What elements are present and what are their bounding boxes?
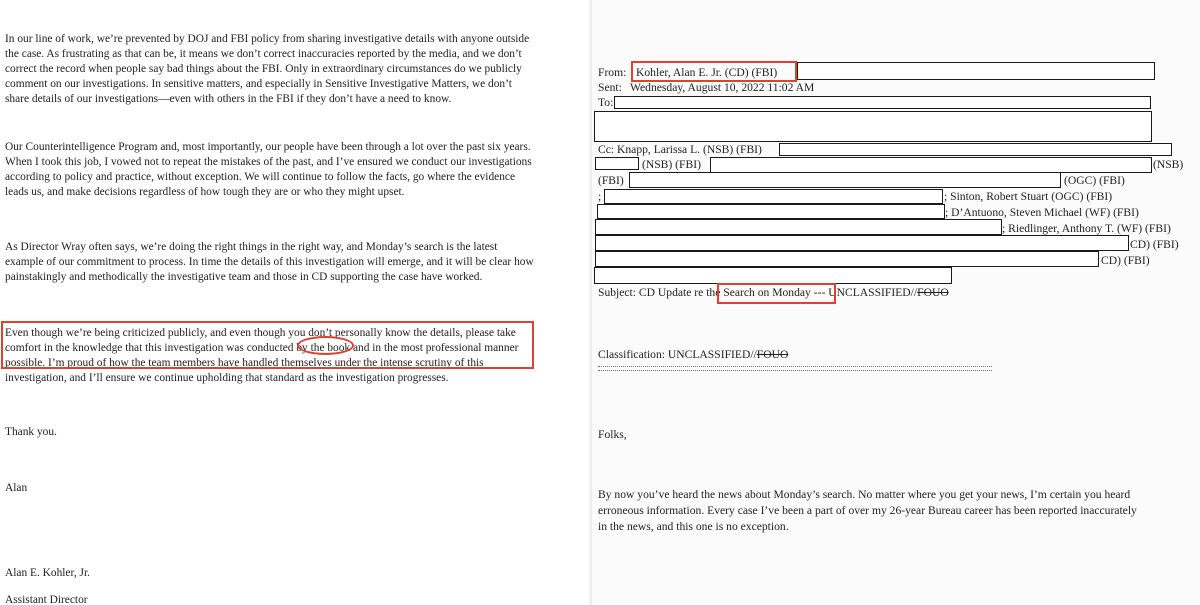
subject-highlight: the Search on Monday <box>706 286 811 299</box>
cc-ogc-fbi: (OGC) (FBI) <box>1064 174 1125 187</box>
paragraph-1 <box>5 32 575 107</box>
text-line: By now you’ve heard the news about Monday’s search. No matter where you get your news, I’m certain you heard <box>598 488 1131 501</box>
cc-nsb-fbi: (NSB) (FBI) <box>642 158 701 171</box>
text-line: In our line of work, we’re prevented by DOJ and FBI policy from sharing investigative details with anyone outside <box>5 33 530 45</box>
text-line: When I took this job, I vowed not to repeat the mistakes of the past, and I’ve ensured we conduct our investigations <box>5 156 532 168</box>
highlight-box-paragraph <box>1 321 534 369</box>
redaction-block <box>595 219 1002 235</box>
text-line: share details of our investigations—even with others in the FBI if they don’t have a need to know. <box>5 93 452 105</box>
classification-struck-fouo: FOUO <box>756 348 789 361</box>
redaction-block <box>595 251 1099 267</box>
text-line: comment on our investigations. In sensitive matters, and especially in Sensitive Investigative Matters, we don’t <box>5 78 512 90</box>
redaction-block <box>710 157 1152 173</box>
redaction-block <box>629 172 1061 188</box>
redaction-block <box>614 96 1151 109</box>
redaction-block <box>797 62 1155 80</box>
text-line: the case. As frustrating as that can be, it means we don’t correct inaccuracies reported by the media, and we don’t <box>5 48 522 60</box>
text-line: investigation, and I’ll ensure we continue upholding that standard as the investigation progresses. <box>5 372 449 384</box>
from-value: Kohler, Alan E. Jr. (CD) (FBI) <box>636 66 778 79</box>
text-line: painstakingly and methodically the investigative team and those in CD supporting the case have worked. <box>5 271 483 283</box>
redaction-block <box>595 157 639 170</box>
cc-fbi: (FBI) <box>598 174 624 187</box>
sent-label: Sent: <box>598 81 622 94</box>
right-document-page <box>592 0 1200 605</box>
text-line: As Director Wray often says, we’re doing the right things in the right way, and Monday’s search is the latest <box>5 241 498 253</box>
cc-dantuono: ; D’Antuono, Steven Michael (WF) (FBI) <box>945 206 1139 219</box>
highlight-oval-by-the-book <box>297 336 354 355</box>
paragraph-2 <box>5 140 575 200</box>
from-label: From: <box>598 66 627 79</box>
redaction-block <box>595 235 1129 251</box>
subject-prefix: Subject: CD Update re <box>598 286 704 299</box>
separator-line <box>598 366 992 367</box>
classification-line <box>598 348 788 362</box>
text-line: example of our commitment to process. In time the details of this investigation will emerge, and it will be clear how <box>5 256 534 268</box>
redaction-block <box>779 143 1172 156</box>
to-label: To: <box>598 96 614 109</box>
text-line: comfort in the knowledge that this investigation was conducted by the book and in the most professional manner <box>5 342 519 354</box>
text-line: correct the record when people say bad things about the FBI. Only in extraordinary circumstances do we publicly <box>5 63 522 75</box>
cc-cd-fbi: CD) (FBI) <box>1101 254 1150 267</box>
redaction-block <box>594 267 952 284</box>
cc-line: Cc: Knapp, Larissa L. (NSB) (FBI) <box>598 143 762 156</box>
cc-sinton: ; Sinton, Robert Stuart (OGC) (FBI) <box>944 190 1113 203</box>
left-document-page <box>0 0 592 605</box>
email-body <box>598 487 1198 535</box>
cc-semicolon: ; <box>598 190 602 203</box>
text-line: erroneous information. Every case I’ve been a part of over my 26-year Bureau career has been reported inaccurately <box>598 504 1137 517</box>
signoff-name: Alan <box>5 482 28 494</box>
separator-line <box>598 370 992 371</box>
text-line: in the news, and this one is no exception. <box>598 520 789 533</box>
text-line: Our Counterintelligence Program and, most importantly, our people have been through a lot over the past six years. <box>5 141 531 153</box>
redaction-block <box>597 204 945 219</box>
subject-struck-fouo: FOUO <box>917 286 949 299</box>
cc-cd-fbi: CD) (FBI) <box>1130 238 1179 251</box>
text-line: leads us, and make decisions regardless of how tough they are or who they might upset. <box>5 186 405 198</box>
redaction-block <box>594 111 1152 142</box>
closing-thank-you: Thank you. <box>5 426 57 438</box>
signature-name: Alan E. Kohler, Jr. <box>5 567 90 579</box>
sent-value: Wednesday, August 10, 2022 11:02 AM <box>630 81 815 94</box>
subject-suffix: --- UNCLASSIFIED// <box>813 286 918 299</box>
classification-prefix: Classification: UNCLASSIFIED// <box>598 348 757 361</box>
cc-nsb: (NSB) <box>1153 158 1184 171</box>
greeting: Folks, <box>598 428 627 441</box>
highlight-box-subject <box>717 283 836 304</box>
text-line: according to policy and practice, without exception. We will continue to follow the facts, go where the evidence <box>5 171 516 183</box>
signature-title: Assistant Director <box>5 594 88 605</box>
cc-riedlinger: ; Riedlinger, Anthony T. (WF) (FBI) <box>1002 222 1171 235</box>
highlight-box-from <box>631 61 797 82</box>
text-line: possible. I’m proud of how the team members have handled themselves under the intense scrutiny of this <box>5 357 484 369</box>
redaction-block <box>604 189 943 204</box>
paragraph-3 <box>5 240 575 285</box>
text-line: Even though we’re being criticized publicly, and even though you don’t personally know the details, please take <box>5 327 516 339</box>
